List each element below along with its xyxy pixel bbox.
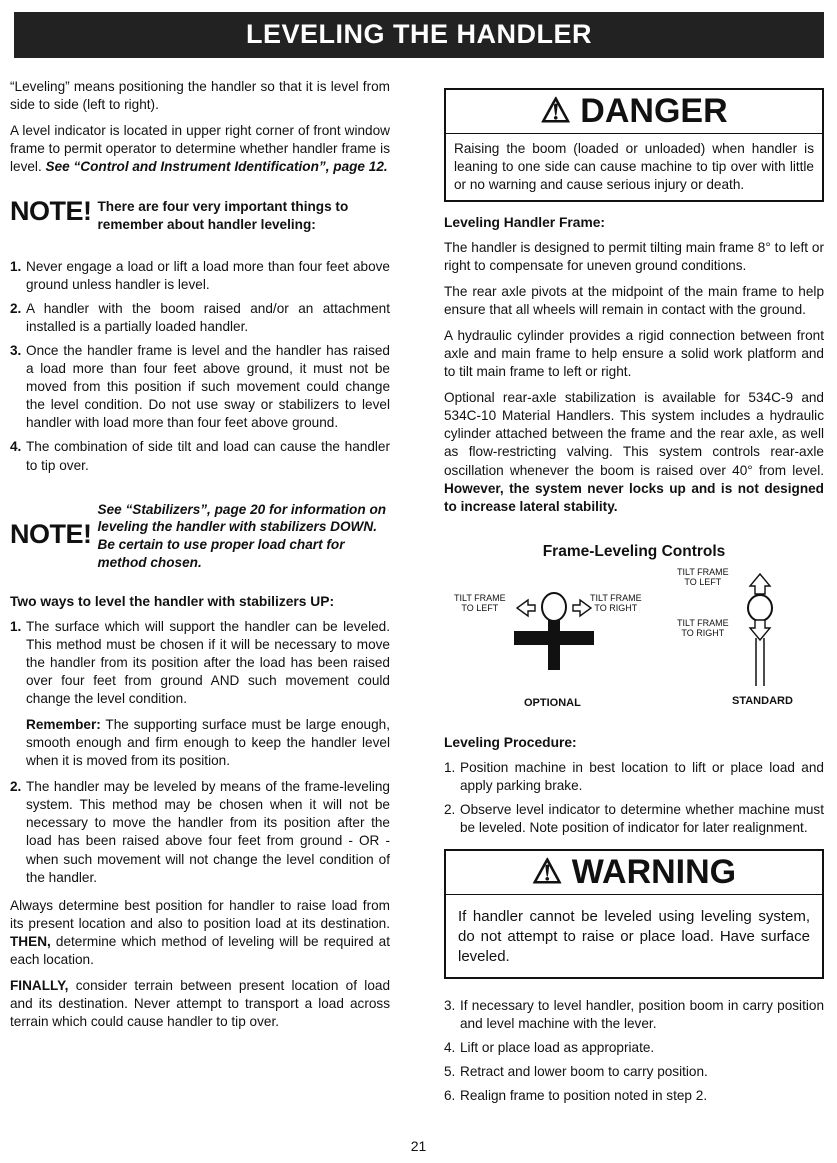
- danger-title: ⚠ DANGER: [446, 90, 822, 134]
- optional-lever-icon: [514, 593, 594, 670]
- list-item: 1. Position machine in best location to lift or place load and apply parking brake.: [444, 759, 824, 793]
- intro-paragraph-2: [10, 122, 390, 176]
- list-item: 3. If necessary to level handler, position boom in carry position and level machine with the lever.: [444, 997, 824, 1032]
- section-heading: Two ways to level the handler with stabilizers UP:: [10, 594, 335, 610]
- intro-paragraph-1: “Leveling” means positioning the handler so that it is level from side to side (left to right).: [10, 79, 390, 113]
- section-heading: Leveling Procedure:: [444, 735, 577, 751]
- list-item: 1. The surface which will support the handler can be leveled. This method must be chosen if it will be necessary to move the handler from its position after the load has been raised over four feet from ground AND such movement could change the level condition.: [10, 618, 390, 706]
- frame-paragraph-2: The rear axle pivots at the midpoint of the main frame to help ensure that all wheels will remain in contact with the ground.: [444, 283, 824, 317]
- controls-illustration: [444, 564, 824, 704]
- warning-text: If handler cannot be leveled using leveling system, do not attempt to raise or place load. Have surface leveled.: [458, 908, 810, 965]
- page-header: [14, 12, 824, 58]
- note-text: There are four very important things to remember about handler leveling:: [97, 199, 349, 233]
- right-column: [444, 78, 824, 1115]
- danger-box: [444, 88, 824, 202]
- note-block-2: [10, 501, 390, 572]
- list-item: 2. A handler with the boom raised and/or an attachment installed is a partially loaded handler.: [10, 300, 390, 334]
- list-item: 5. Retract and lower boom to carry position.: [444, 1064, 708, 1080]
- procedure-steps-list: [444, 759, 824, 837]
- standard-caption: STANDARD: [732, 695, 793, 708]
- list-item: 2. The handler may be leveled by means of the frame-leveling system. This method may be chosen when it will not be necessary to move the handler from its position after the load has been raised above four feet from ground - OR - when such movement will not change the level condition of the handler.: [10, 779, 390, 885]
- frame-paragraph-1: The handler is designed to permit tilting main frame 8° to left or right to compensate for uneven ground conditions.: [444, 239, 824, 273]
- list-item: 4. The combination of side tilt and load can cause the handler to tip over.: [10, 439, 390, 473]
- leveling-ways-list-2: [10, 778, 390, 886]
- intro-2-text: A level indicator is located in upper right corner of front window frame to permit operator to determine whether handler frame is level.: [10, 123, 390, 175]
- page-number: 21: [410, 1138, 427, 1154]
- leveling-rules-list: [10, 258, 390, 475]
- standard-tilt-right-label: TILT FRAME TO RIGHT: [677, 618, 729, 638]
- danger-text: Raising the boom (loaded or unloaded) when handler is leaning to one side can cause machine to tip over with little or no warning and cause serious injury or death.: [454, 141, 814, 193]
- list-item: 4. Lift or place load as appropriate.: [444, 1040, 655, 1056]
- standard-tilt-left-label: TILT FRAME TO LEFT: [677, 567, 729, 587]
- always-paragraph: Always determine best position for handler to raise load from its present location and also to position load at its destination. THEN, determine which method of leveling will be required at each location.: [10, 897, 391, 967]
- finally-paragraph: FINALLY, consider terrain between present location of load and its destination. Never attempt to transport a load across terrain which could cause handler to tip over.: [10, 978, 391, 1030]
- optional-tilt-left-label: TILT FRAME TO LEFT: [454, 593, 506, 613]
- warning-title: ⚠ WARNING: [446, 851, 822, 895]
- frame-paragraph-4: Optional rear-axle stabilization is available for 534C-9 and 534C-10 Material Handlers. This system includes a hydraulic cylinder attached between the frame and the rear axle, as well as flow-restricting valving. This system controls rear-axle oscillation whenever the boom is raised over 40° from level. However, the system never locks up and is not designed to increase lateral stability.: [444, 390, 824, 514]
- frame-leveling-diagram: [444, 564, 824, 722]
- list-item: 6. Realign frame to position noted in step 2.: [444, 1088, 708, 1104]
- procedure-steps-list-2: [444, 997, 824, 1105]
- remember-paragraph: Remember: The supporting surface must be large enough, smooth enough and firm enough to keep the handler level when it is moved from its position.: [26, 717, 391, 769]
- intro-2-ref: See “Control and Instrument Identification”, page 12.: [45, 159, 388, 175]
- remember-label: Remember:: [26, 717, 101, 733]
- warning-box: [444, 849, 824, 979]
- note-tag: NOTE!: [10, 518, 92, 549]
- note-text: See “Stabilizers”, page 20 for information on leveling the handler with stabilizers DOWN. Be certain to use proper load chart for method chosen.: [97, 501, 387, 570]
- standard-lever-icon: [748, 574, 772, 686]
- note-block-1: [10, 198, 390, 233]
- list-item: 1. Never engage a load or lift a load more than four feet above ground unless handler is level.: [10, 258, 390, 292]
- page-title: LEVELING THE HANDLER: [245, 19, 592, 50]
- optional-tilt-right-label: TILT FRAME TO RIGHT: [590, 593, 642, 613]
- list-item: 2. Observe level indicator to determine whether machine must be leveled. Note position of indicator for later realignment.: [444, 801, 824, 835]
- section-heading: Leveling Handler Frame:: [444, 215, 606, 231]
- frame-paragraph-3: A hydraulic cylinder provides a rigid connection between front axle and main frame to help ensure a solid work platform and to tilt main frame to left or right.: [444, 327, 824, 380]
- optional-caption: OPTIONAL: [524, 697, 581, 710]
- controls-title: Frame-Leveling Controls: [542, 542, 726, 560]
- list-item: 3. Once the handler frame is level and the handler has raised a load more than four feet above ground, it must not be moved from this position if such movement could change the level condition. Do not use sway or stabilizers to level handler with load more than four feet above ground.: [10, 343, 390, 431]
- left-column: [10, 78, 390, 1039]
- leveling-ways-list: [10, 618, 390, 708]
- note-tag: NOTE!: [10, 196, 92, 227]
